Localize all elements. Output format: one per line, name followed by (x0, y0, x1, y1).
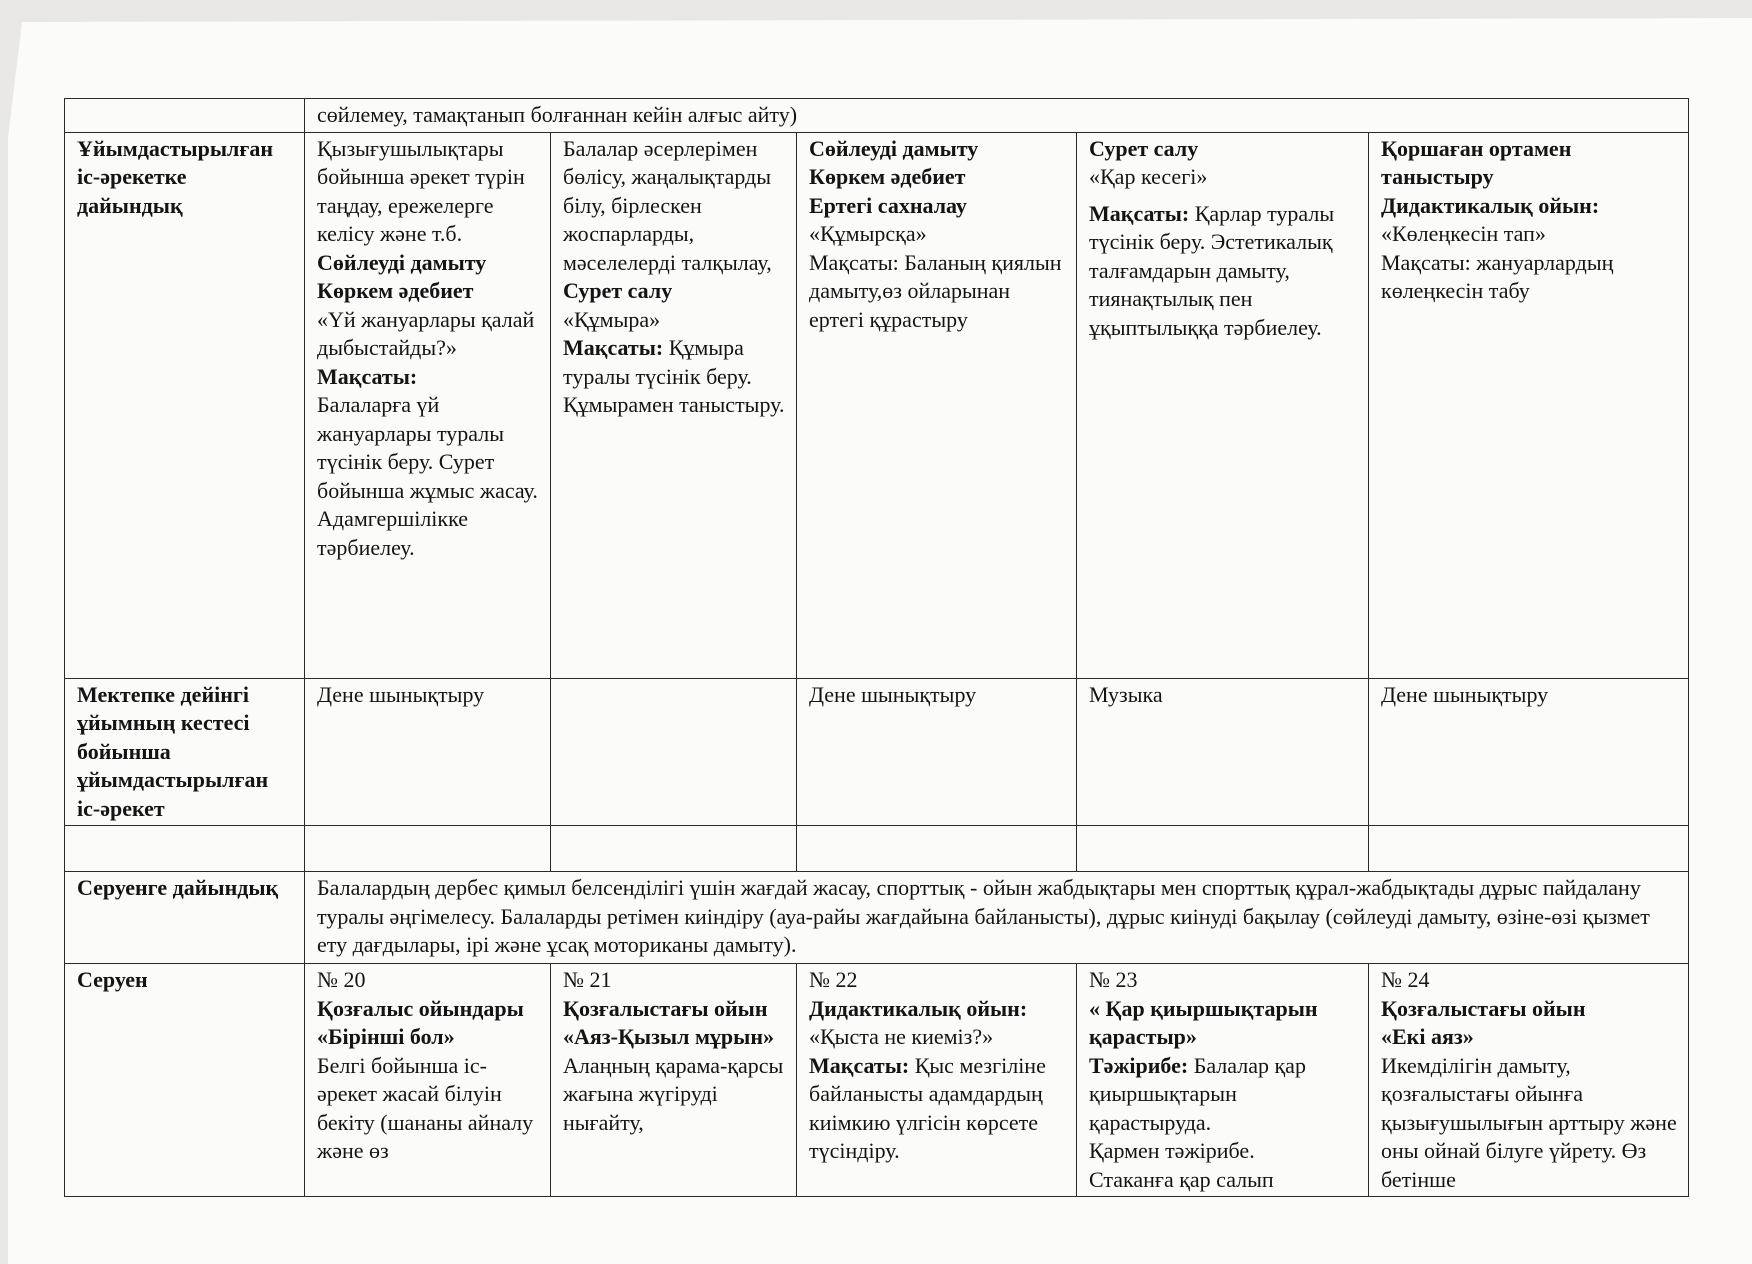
walk-tue-number: № 21 (563, 967, 612, 992)
prep-wed-subject-literature: Көркем әдебиет (809, 164, 966, 189)
walk-wed-goal-label: Мақсаты: (809, 1052, 910, 1078)
prep-mon-subject-speech: Сөйлеуді дамыту (317, 249, 487, 275)
schedule-thursday-cell (1077, 678, 1369, 826)
walk-label: Серуен (77, 967, 148, 992)
walk-thu-experiment: Балалар қар қиыршықтарын қарастыруда. (1089, 1052, 1306, 1135)
prep-wed-subject-staging: Ертегі сахналау (809, 192, 967, 218)
walk-wed-game-type: Дидактикалық ойын: (809, 995, 1028, 1021)
walk-prep-text: Балалардың дербес қимыл белсенділігі үшін жағдай жасау, спорттық - ойын жабдықтары мен спорттық құрал-жабдықтады дұрыс пайдалану туралы әңгімелесу. Балаларды ретімен киіндіру (ауа-райы жағдайына байланысты), дұрыс киінуді бақылау (сөйлеуді дамыту, өзіне-өзі қызмет ету дағдылары, ірі және ұсақ моториканы дамыту). (317, 875, 1650, 957)
row-schedule (65, 678, 1689, 826)
prep-monday-cell (305, 132, 551, 678)
empty-cell-mon (305, 826, 551, 872)
row-label-schedule (65, 678, 305, 826)
prep-wed-topic: «Құмырсқа» (809, 221, 927, 246)
prep-tue-goal: Құмыра туралы түсінік беру. Құмырамен таныстыру. (563, 335, 785, 417)
walk-wed-goal: Қыс мезгіліне байланысты адамдардың киімкию үлгісін көрсете түсіндіру. (809, 1052, 1046, 1163)
walk-tue-game-type: Қозғалыстағы ойын (563, 995, 768, 1021)
walk-mon-text: Белгі бойынша іс-әрекет жасай білуін бекіту (шананы айналу және өз (317, 1052, 534, 1163)
walk-prep-label: Серуенге дайындық (77, 875, 279, 900)
schedule-wednesday-cell (797, 678, 1077, 826)
walk-tue-text: Алаңның қарама-қарсы жағына жүгіруді нығайту, (563, 1052, 784, 1135)
prep-mon-subject-literature: Көркем әдебиет (317, 278, 474, 303)
empty-cell-wed (797, 826, 1077, 872)
walk-thu-number: № 23 (1089, 967, 1138, 992)
prep-wednesday-cell (797, 132, 1077, 678)
walk-wednesday-cell (797, 964, 1077, 1197)
prep-wed-goal: Мақсаты: Баланың қиялын дамыту,өз ойларынан ертегі құрастыру (809, 249, 1062, 332)
row-empty (65, 826, 1689, 872)
row-label-walk (65, 964, 305, 1197)
prep-tue-goal-label: Мақсаты: (563, 335, 664, 360)
schedule-monday-cell (305, 678, 551, 826)
walk-fri-game-title: «Екі аяз» (1381, 1024, 1474, 1049)
prep-wed-subject-speech: Сөйлеуді дамыту (809, 135, 979, 161)
prep-thursday-cell (1077, 132, 1369, 678)
walk-fri-number: № 24 (1381, 967, 1430, 992)
walk-thu-text2: Қармен тәжірибе. (1089, 1138, 1255, 1163)
prep-tue-topic: «Құмыра» (563, 306, 661, 332)
walk-wed-number: № 22 (809, 967, 858, 992)
weekly-plan-table (64, 98, 1689, 1197)
walk-thu-observation-title: « Қар қиыршықтарын қарастыр» (1089, 995, 1318, 1049)
walk-mon-game-title: «Бірінші бол» (317, 1024, 455, 1049)
prep-tue-intro: Балалар әсерлерімен бөлісу, жаңалықтарды білу, бірлескен жоспарларды, мәселелерді талқылау, (563, 135, 772, 275)
walk-mon-game-type: Қозғалыс ойындары (317, 995, 524, 1021)
walk-thu-experiment-label: Тәжірибе: (1089, 1052, 1189, 1078)
prep-mon-intro: Қызығушылықтары бойынша әрекет түрін таңдау, ережелерге келісу және т.б. (317, 135, 525, 246)
prep-thu-subject-drawing: Сурет салу (1089, 135, 1199, 161)
meal-text-cell (305, 99, 1689, 133)
prep-tue-subject-drawing: Сурет салу (563, 278, 673, 303)
schedule-fri: Дене шынықтыру (1381, 681, 1549, 707)
schedule-wed: Дене шынықтыру (809, 681, 977, 707)
walk-fri-game-type: Қозғалыстағы ойын (1381, 995, 1586, 1021)
row-activity-preparation (65, 132, 1689, 678)
prep-mon-goal-label: Мақсаты: (317, 363, 418, 389)
meal-text: сөйлемеу, тамақтанып болғаннан кейін алғыс айту) (317, 102, 798, 127)
row-walk-preparation (65, 872, 1689, 964)
prep-tuesday-cell (551, 132, 797, 678)
walk-mon-number: № 20 (317, 967, 366, 992)
schedule-mon: Дене шынықтыру (317, 681, 485, 707)
empty-cell-label (65, 826, 305, 872)
empty-cell-tue (551, 826, 797, 872)
row-label-walk-prep (65, 872, 305, 964)
row-label-preparation (65, 132, 305, 678)
walk-thursday-cell (1077, 964, 1369, 1197)
walk-tuesday-cell (551, 964, 797, 1197)
prep-mon-topic: «Үй жануарлары қалай дыбыстайды?» (317, 306, 535, 360)
prep-fri-topic: «Көлеңкесін тап» (1381, 221, 1546, 246)
prep-thu-goal-label: Мақсаты: (1089, 200, 1190, 226)
walk-thu-text3: Стаканға қар салып (1089, 1166, 1274, 1192)
prep-thu-goal: Қарлар туралы түсінік беру. Эстетикалық талғамдарын дамыту, тиянақтылық пен ұқыптылыққа тәрбиелеу. (1089, 200, 1335, 340)
row-label-empty (65, 99, 305, 133)
empty-cell-fri (1369, 826, 1689, 872)
prep-mon-goal: Балаларға үй жануарлары туралы түсінік беру. Сурет бойынша жұмыс жасау. Адамгершілікке тәрбиелеу. (317, 392, 538, 560)
row-walk (65, 964, 1689, 1197)
prep-fri-subject-didactic: Дидактикалық ойын: (1381, 192, 1600, 218)
prep-friday-cell (1369, 132, 1689, 678)
prep-fri-goal: Мақсаты: жануарлардың көлеңкесін табу (1381, 249, 1614, 303)
preparation-label: Ұйымдастырылған іс-әрекетке дайындық (77, 135, 274, 218)
walk-friday-cell (1369, 964, 1689, 1197)
schedule-tuesday-cell (551, 678, 797, 826)
empty-cell-thu (1077, 826, 1369, 872)
row-meal-continuation (65, 99, 1689, 133)
prep-thu-topic: «Қар кесегі» (1089, 164, 1208, 189)
schedule-label: Мектепке дейінгі ұйымның кестесі бойынша ұйымдастырылған іс-әрекет (77, 681, 269, 821)
schedule-friday-cell (1369, 678, 1689, 826)
walk-prep-text-cell (305, 872, 1689, 964)
walk-monday-cell (305, 964, 551, 1197)
prep-fri-subject-environment: Қоршаған ортамен таныстыру (1381, 135, 1572, 189)
walk-tue-game-title: «Аяз-Қызыл мұрын» (563, 1024, 775, 1049)
schedule-thu: Музыка (1089, 681, 1163, 707)
walk-wed-game-title: «Қыста не киеміз?» (809, 1024, 994, 1049)
walk-fri-text: Икемділігін дамыту, қозғалыстағы ойынға қызығушылығын арттыру және оны ойнай білуге үйрету. Өз бетінше (1381, 1052, 1677, 1192)
